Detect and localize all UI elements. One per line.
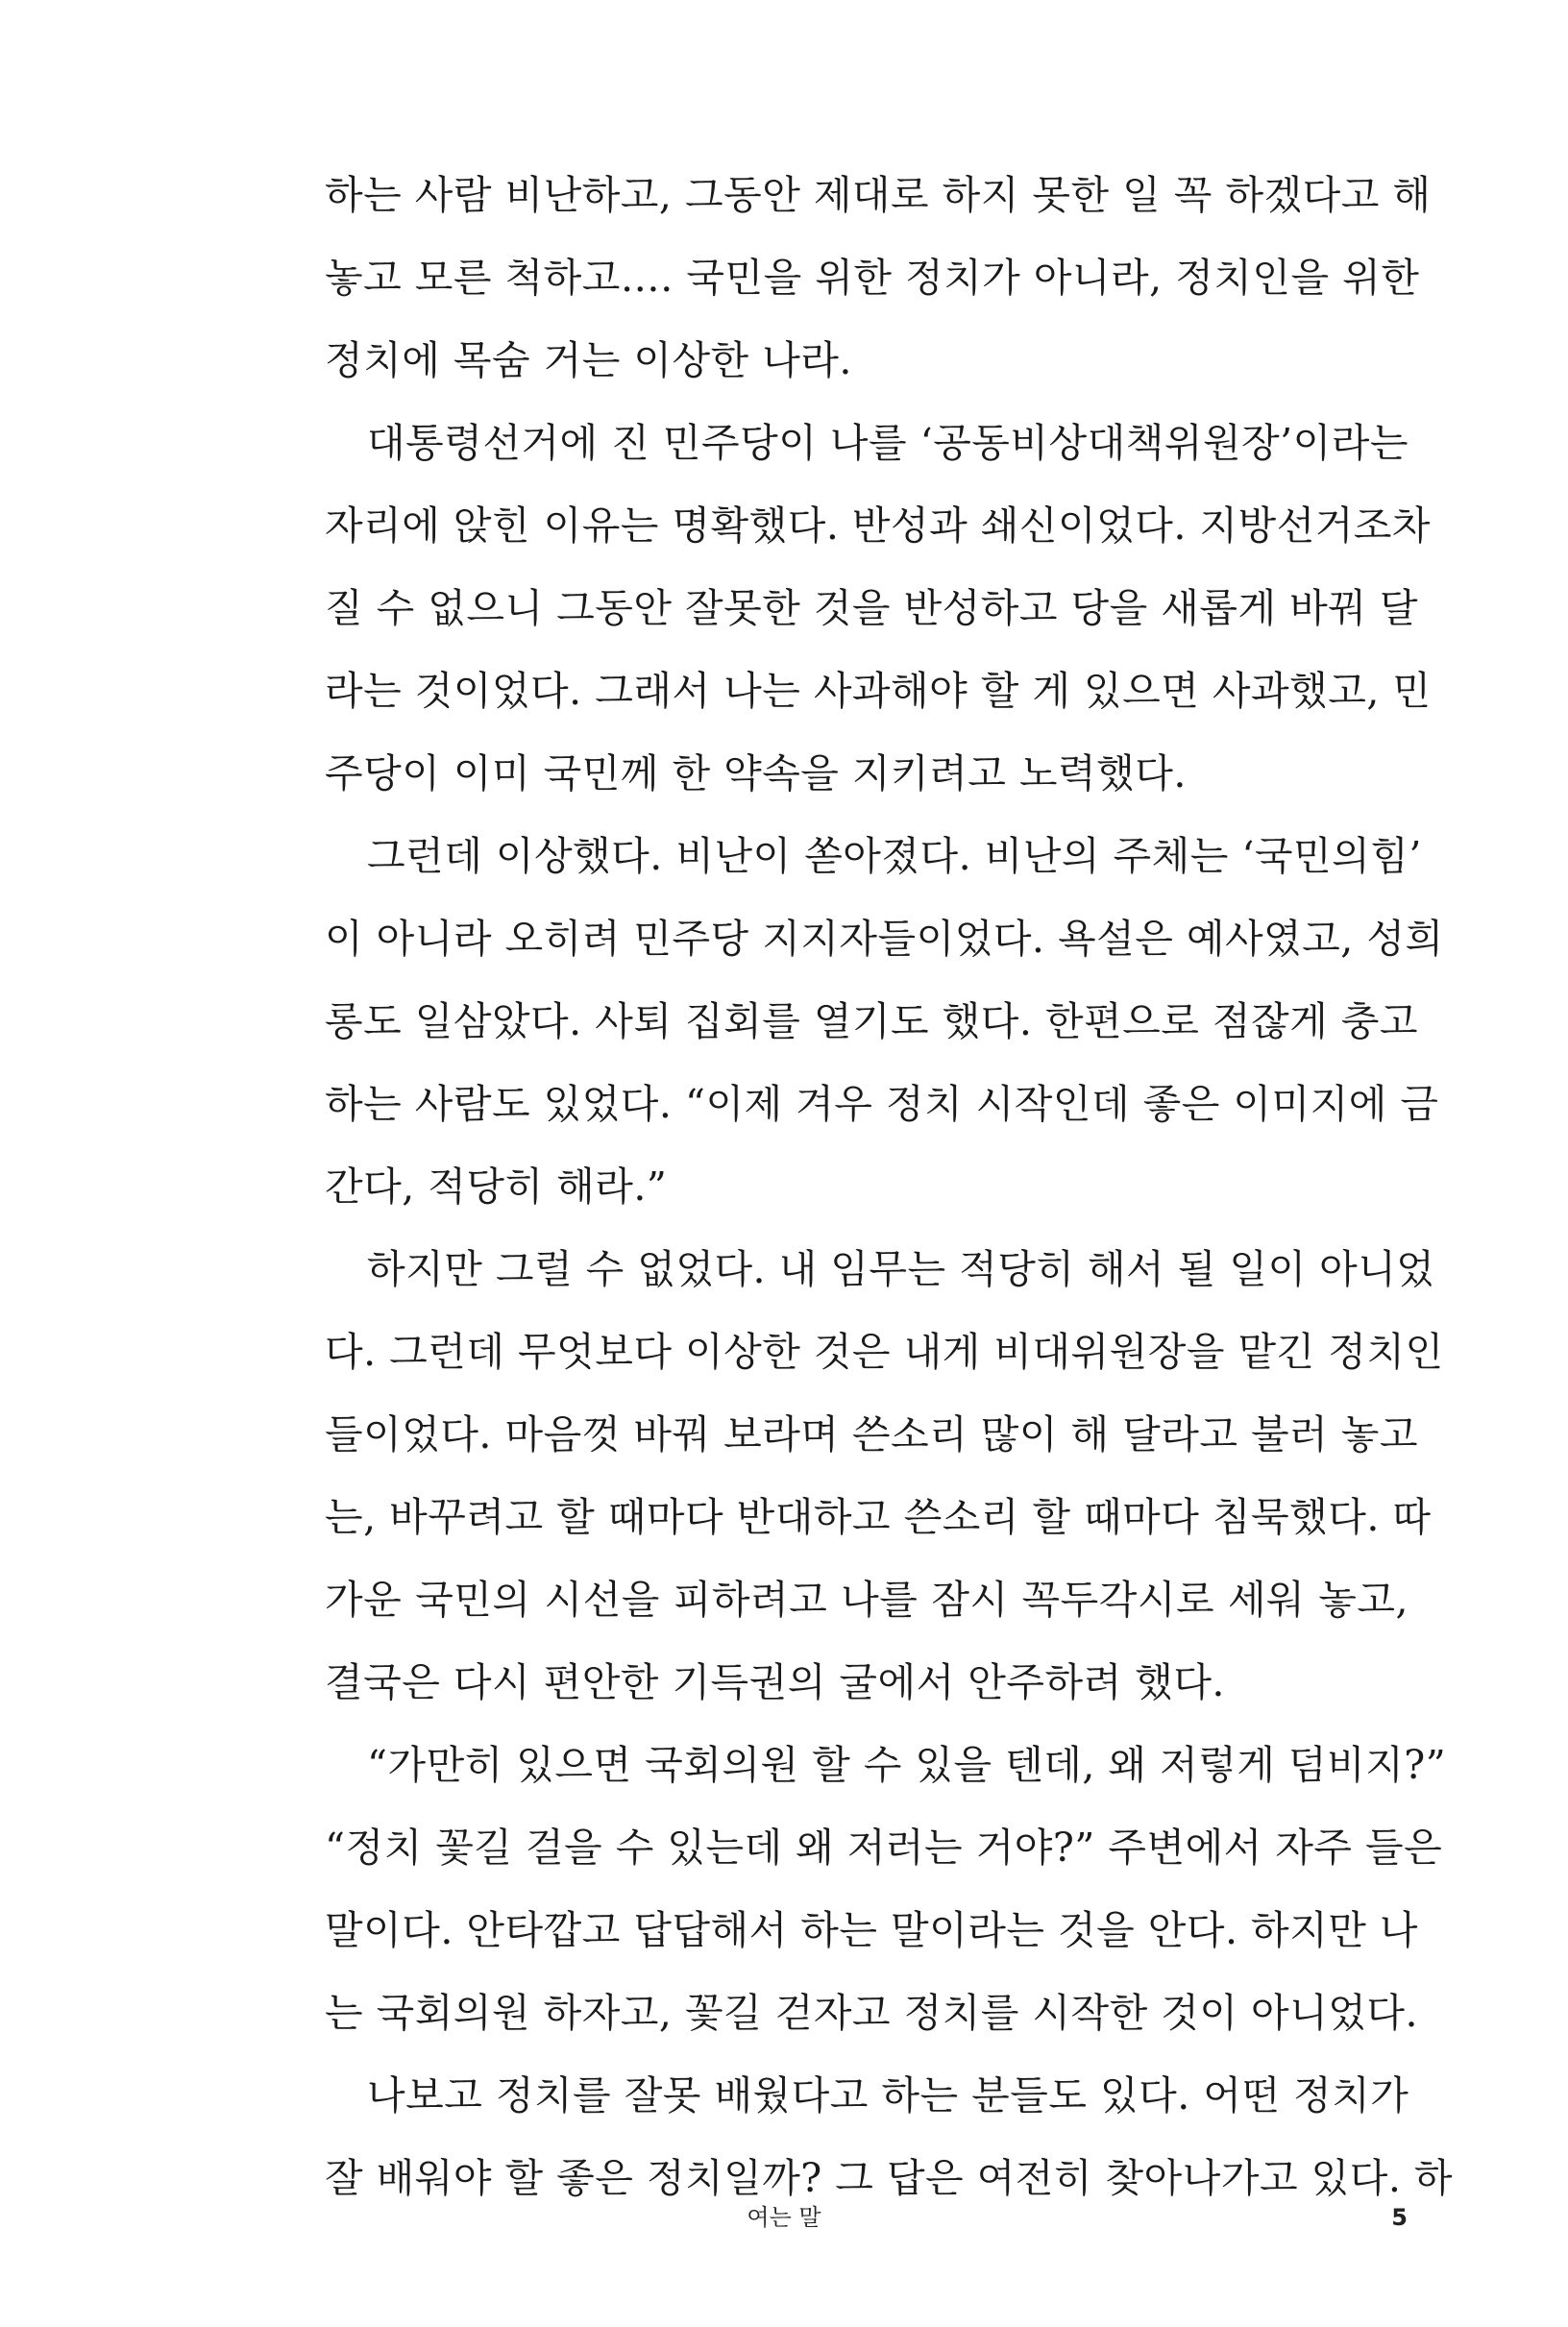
running-footer-title: 여는 말 xyxy=(747,2204,821,2231)
text-line: 놓고 모른 척하고…. 국민을 위한 정치가 아니라, 정치인을 위한 xyxy=(325,255,1420,301)
text-line: 그런데 이상했다. 비난이 쏟아졌다. 비난의 주체는 ‘국민의힘’ xyxy=(367,833,1422,879)
text-line: 다. 그런데 무엇보다 이상한 것은 내게 비대위원장을 맡긴 정치인 xyxy=(325,1329,1444,1375)
text-line: “정치 꽃길 걸을 수 있는데 왜 저러는 거야?” 주변에서 자주 들은 xyxy=(325,1825,1443,1871)
text-line: 정치에 목숨 거는 이상한 나라. xyxy=(325,337,852,383)
text-line: 하지만 그럴 수 없었다. 내 임무는 적당히 해서 될 일이 아니었 xyxy=(367,1246,1435,1292)
text-line: 는, 바꾸려고 할 때마다 반대하고 쓴소리 할 때마다 침묵했다. 따 xyxy=(325,1494,1432,1540)
text-line: 라는 것이었다. 그래서 나는 사과해야 할 게 있으면 사과했고, 민 xyxy=(325,668,1432,714)
text-line: 들이었다. 마음껏 바꿔 보라며 쓴소리 많이 해 달라고 불러 놓고 xyxy=(325,1411,1418,1457)
text-line: 질 수 없으니 그동안 잘못한 것을 반성하고 당을 새롭게 바꿔 달 xyxy=(325,585,1418,631)
text-line: 하는 사람도 있었다. “이제 겨우 정치 시작인데 좋은 이미지에 금 xyxy=(325,1081,1439,1127)
text-line: 는 국회의원 하자고, 꽃길 걷자고 정치를 시작한 것이 아니었다. xyxy=(325,1990,1418,2036)
text-line: 롱도 일삼았다. 사퇴 집회를 열기도 했다. 한편으로 점잖게 충고 xyxy=(325,998,1418,1044)
text-line: 말이다. 안타깝고 답답해서 하는 말이라는 것을 안다. 하지만 나 xyxy=(325,1907,1418,1953)
text-line: 하는 사람 비난하고, 그동안 제대로 하지 못한 일 꼭 하겠다고 해 xyxy=(325,172,1432,218)
text-line: 자리에 앉힌 이유는 명확했다. 반성과 쇄신이었다. 지방선거조차 xyxy=(325,502,1432,549)
page-number: 5 xyxy=(1391,2204,1408,2231)
text-line: 이 아니라 오히려 민주당 지지자들이었다. 욕설은 예사였고, 성희 xyxy=(325,916,1444,962)
text-line: 대통령선거에 진 민주당이 나를 ‘공동비상대책위원장’이라는 xyxy=(367,420,1409,466)
text-line: “가만히 있으면 국회의원 할 수 있을 텐데, 왜 저렇게 덤비지?” xyxy=(367,1742,1447,1788)
text-line: 가운 국민의 시선을 피하려고 나를 잠시 꼭두각시로 세워 놓고, xyxy=(325,1577,1409,1623)
text-line: 주당이 이미 국민께 한 약속을 지키려고 노력했다. xyxy=(325,750,1187,796)
text-line: 잘 배워야 할 좋은 정치일까? 그 답은 여전히 찾아나가고 있다. 하 xyxy=(325,2155,1453,2201)
body-text xyxy=(325,154,1453,2219)
text-line: 결국은 다시 편안한 기득권의 굴에서 안주하려 했다. xyxy=(325,1659,1225,1705)
page-footer xyxy=(0,2198,1568,2237)
text-line: 간다, 적당히 해라.” xyxy=(325,1164,668,1210)
text-line: 나보고 정치를 잘못 배웠다고 하는 분들도 있다. 어떤 정치가 xyxy=(367,2072,1409,2119)
